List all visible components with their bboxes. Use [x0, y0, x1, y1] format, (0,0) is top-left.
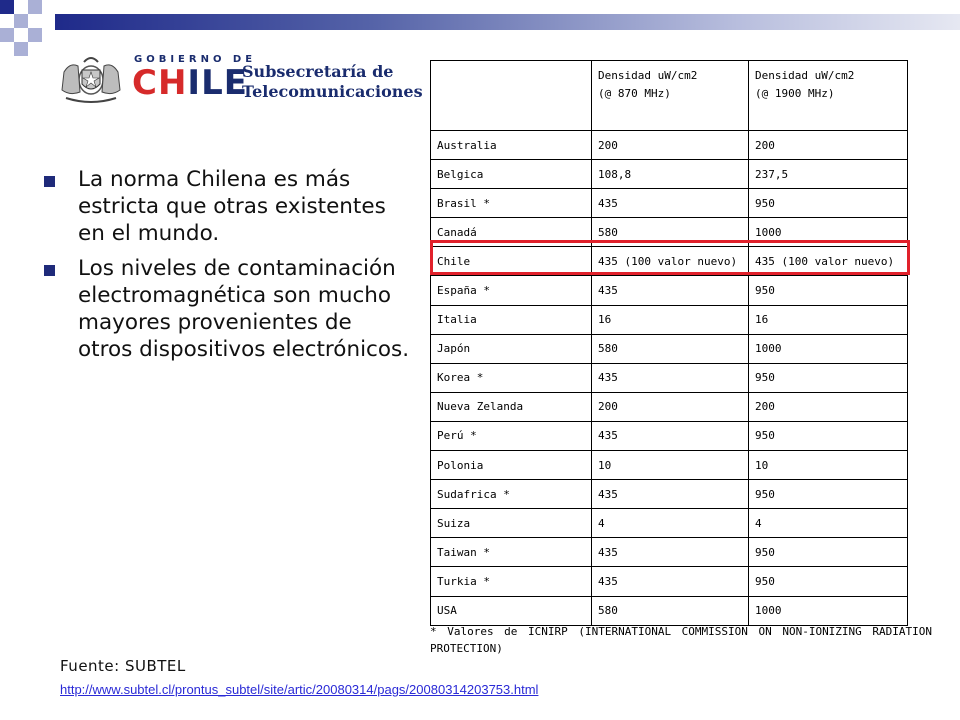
value-1900-cell: 1000	[749, 334, 908, 363]
bullet-list	[44, 166, 412, 371]
country-cell: Polonia	[431, 451, 592, 480]
deco-square-4	[0, 28, 14, 42]
country-cell: Australia	[431, 131, 592, 160]
table-row	[431, 334, 908, 363]
table-row	[431, 451, 908, 480]
value-1900-cell: 1000	[749, 596, 908, 625]
header-cell-1900	[749, 61, 908, 131]
country-cell: Nueva Zelanda	[431, 392, 592, 421]
logo-chile-text	[132, 65, 248, 101]
table-row	[431, 131, 908, 160]
table-row	[431, 421, 908, 450]
value-1900-cell: 10	[749, 451, 908, 480]
table-row	[431, 276, 908, 305]
table-row	[431, 160, 908, 189]
header-870-line2: (@ 870 MHz)	[598, 87, 671, 100]
header-1900-line2: (@ 1900 MHz)	[755, 87, 835, 100]
header-cell-870	[592, 61, 749, 131]
value-1900-cell: 950	[749, 363, 908, 392]
table-row	[431, 538, 908, 567]
table-row	[431, 189, 908, 218]
value-870-cell: 108,8	[592, 160, 749, 189]
country-cell: Italia	[431, 305, 592, 334]
value-1900-cell: 16	[749, 305, 908, 334]
value-870-cell: 16	[592, 305, 749, 334]
table-row	[431, 567, 908, 596]
value-870-cell: 580	[592, 334, 749, 363]
country-cell: USA	[431, 596, 592, 625]
logo-chile-red: CH	[132, 63, 188, 103]
bullet-square-icon	[44, 265, 55, 276]
country-cell: Turkia *	[431, 567, 592, 596]
logo-gobierno-text: GOBIERNO DE	[134, 54, 257, 65]
value-1900-cell: 950	[749, 567, 908, 596]
country-cell: España *	[431, 276, 592, 305]
value-1900-cell: 200	[749, 392, 908, 421]
bullet-text: La norma Chilena es más estricta que otras existentes en el mundo.	[78, 167, 386, 246]
value-1900-cell: 200	[749, 131, 908, 160]
value-870-cell: 580	[592, 596, 749, 625]
table-row-highlighted	[431, 247, 908, 276]
value-1900-cell: 237,5	[749, 160, 908, 189]
table-header-row	[431, 61, 908, 131]
table-row	[431, 218, 908, 247]
logo-subsecretaria-line: Subsecretaría de	[242, 62, 394, 81]
table-row	[431, 363, 908, 392]
logo-subsecretaria	[242, 62, 423, 102]
table-row	[431, 596, 908, 625]
logo-telecom-line: Telecomunicaciones	[242, 82, 423, 101]
value-870-cell: 580	[592, 218, 749, 247]
country-cell: Korea *	[431, 363, 592, 392]
value-870-cell: 435	[592, 567, 749, 596]
value-1900-cell: 4	[749, 509, 908, 538]
table-row	[431, 305, 908, 334]
header-gradient-bar	[55, 14, 960, 30]
source-label: Fuente: SUBTEL	[60, 657, 186, 675]
density-table	[430, 60, 908, 626]
deco-square-3	[14, 14, 28, 28]
value-870-cell: 435	[592, 421, 749, 450]
value-870-cell: 435	[592, 480, 749, 509]
value-870-cell: 10	[592, 451, 749, 480]
value-1900-cell: 950	[749, 480, 908, 509]
bullet-square-icon	[44, 176, 55, 187]
gobierno-chile-logo	[56, 52, 423, 104]
value-1900-cell: 950	[749, 276, 908, 305]
value-870-cell: 435	[592, 363, 749, 392]
country-cell: Taiwan *	[431, 538, 592, 567]
bullet-item	[44, 166, 412, 247]
value-1900-cell: 435 (100 valor nuevo)	[749, 247, 908, 276]
country-cell: Belgica	[431, 160, 592, 189]
value-870-cell: 435 (100 valor nuevo)	[592, 247, 749, 276]
coat-of-arms-icon	[56, 52, 126, 104]
country-cell: Canadá	[431, 218, 592, 247]
source-link[interactable]: http://www.subtel.cl/prontus_subtel/site/artic/20080314/pags/20080314203753.html	[60, 682, 539, 697]
value-870-cell: 4	[592, 509, 749, 538]
value-870-cell: 435	[592, 276, 749, 305]
country-cell: Chile	[431, 247, 592, 276]
header-870-line1: Densidad uW/cm2	[598, 69, 698, 82]
value-870-cell: 435	[592, 538, 749, 567]
value-1900-cell: 950	[749, 538, 908, 567]
country-cell: Sudafrica *	[431, 480, 592, 509]
deco-square-1	[0, 0, 14, 14]
country-cell: Japón	[431, 334, 592, 363]
value-1900-cell: 1000	[749, 218, 908, 247]
value-870-cell: 435	[592, 189, 749, 218]
deco-square-5	[28, 28, 42, 42]
deco-square-6	[14, 42, 28, 56]
value-1900-cell: 950	[749, 421, 908, 450]
country-cell: Brasil *	[431, 189, 592, 218]
bullet-item	[44, 255, 412, 363]
value-1900-cell: 950	[749, 189, 908, 218]
table-row	[431, 509, 908, 538]
table-row	[431, 480, 908, 509]
logo-chile-blue: ILE	[187, 63, 248, 103]
header-cell-empty	[431, 61, 592, 131]
country-cell: Perú *	[431, 421, 592, 450]
icnirp-footnote: * Valores de ICNIRP (INTERNATIONAL COMMISSION ON NON-IONIZING RADIATION PROTECTION)	[430, 625, 932, 655]
bullet-text: Los niveles de contaminación electromagnética son mucho mayores provenientes de otros dispositivos electrónicos.	[78, 256, 410, 362]
deco-square-2	[28, 0, 42, 14]
value-870-cell: 200	[592, 392, 749, 421]
header-1900-line1: Densidad uW/cm2	[755, 69, 855, 82]
country-cell: Suiza	[431, 509, 592, 538]
table-row	[431, 392, 908, 421]
value-870-cell: 200	[592, 131, 749, 160]
